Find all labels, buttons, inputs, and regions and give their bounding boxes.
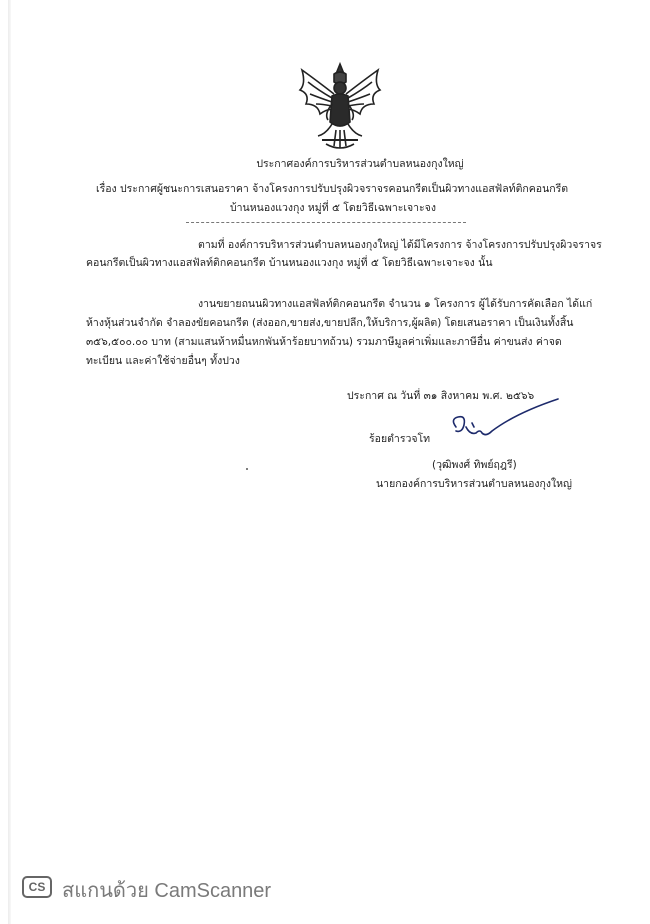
camscanner-watermark: สแกนด้วย CamScanner [62, 880, 272, 902]
document-subject-cont: บ้านหนองแวงกุง หมู่ที่ ๕ โดยวิธีเฉพาะเจาะจง [230, 202, 436, 214]
scan-speck [246, 468, 248, 470]
paragraph-1-line-1: ตามที่ องค์การบริหารส่วนตำบลหนองกุงใหญ่ ได้มีโครงการ จ้างโครงการปรับปรุงผิวจราจร [198, 239, 602, 251]
camscanner-logo-icon: CS [22, 876, 52, 898]
divider [186, 222, 466, 223]
announcement-date: ประกาศ ณ วันที่ ๓๑ สิงหาคม พ.ศ. ๒๕๖๖ [347, 390, 535, 402]
paragraph-1-line-2: คอนกรีตเป็นผิวทางแอสฟัลท์ติกคอนกรีต บ้านหนองแวงกุง หมู่ที่ ๕ โดยวิธีเฉพาะเจาะจง นั้น [86, 257, 493, 269]
paragraph-2-line-3: ๓๕๖,๕๐๐.๐๐ บาท (สามแสนห้าหมื่นหกพันห้าร้อยบาทถ้วน) รวมภาษีมูลค่าเพิ่มและภาษีอื่น ค่าขนส่ง ค่าจด [86, 336, 562, 348]
document-title: ประกาศองค์การบริหารส่วนตำบลหนองกุงใหญ่ [256, 158, 464, 170]
signer-rank: ร้อยตำรวจโท [369, 433, 431, 445]
garuda-emblem-icon [296, 60, 384, 156]
paragraph-2-line-1: งานขยายถนนผิวทางแอสฟัลท์ติกคอนกรีต จำนวน ๑ โครงการ ผู้ได้รับการคัดเลือก ได้แก่ [198, 298, 593, 310]
document-subject: เรื่อง ประกาศผู้ชนะการเสนอราคา จ้างโครงการปรับปรุงผิวจราจรคอนกรีตเป็นผิวทางแอสฟัลท์ติกคอนกรีต [96, 183, 569, 195]
paragraph-2-line-4: ทะเบียน และค่าใช้จ่ายอื่นๆ ทั้งปวง [86, 355, 240, 367]
signature-icon [446, 397, 561, 449]
scan-edge [8, 0, 11, 924]
signer-position: นายกองค์การบริหารส่วนตำบลหนองกุงใหญ่ [376, 478, 573, 490]
paragraph-2-line-2: ห้างหุ้นส่วนจำกัด จำลองขัยคอนกรีต (ส่งออก,ขายส่ง,ขายปลีก,ให้บริการ,ผู้ผลิต) โดยเสนอราคา เป็นเงินทั้งสิ้น [86, 317, 574, 329]
signer-name: (วุฒิพงศ์ ทิพย์ฤฎรี) [432, 459, 517, 471]
